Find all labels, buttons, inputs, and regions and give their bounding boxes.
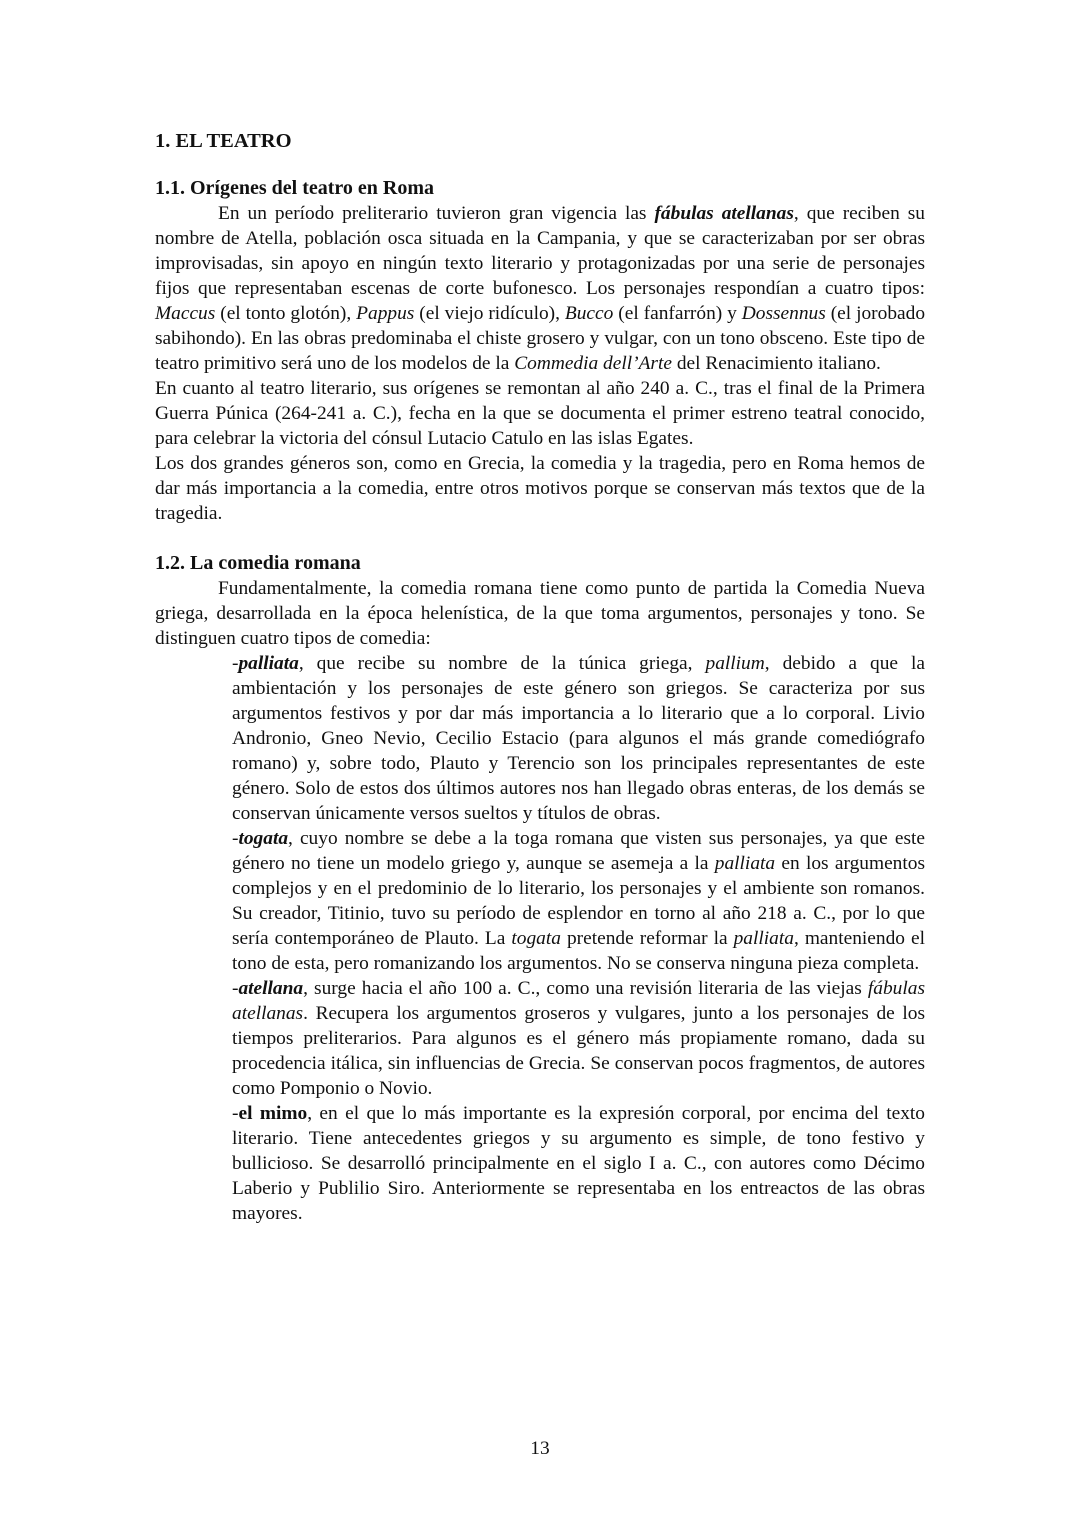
text-run: Los dos grandes géneros son, como en Grecia, la comedia y la tragedia, pero en Roma hemos de dar más importancia a la comedia, entre otros motivos porque se conservan más textos que de la tragedia. [155,453,925,524]
emphasized-term: fábulas atellanas [232,978,925,1024]
text-run: en los argumentos complejos y en el predominio de lo literario, los personajes y el ambiente son romanos. Su creador, Titinio, tuvo su período de esplendor en torno al año 218 a. C., por lo que sería contemporáneo de Plauto. La [232,853,925,949]
text-run: - [232,1103,239,1124]
emphasized-term: pallium [705,653,765,674]
section-heading-roman-comedy: 1.2. La comedia romana [155,552,361,574]
text-run: En cuanto al teatro literario, sus orígenes se remontan al año 240 a. C., tras el final de la Primera Guerra Púnica (264-241 a. C.), fecha en la que se documenta el primer estreno teatral conocido, para celebrar la victoria del cónsul Lutacio Catulo en las islas Egates. [155,378,925,449]
comedy-types-list [155,651,925,1226]
text-run: , debido a que la ambientación y los personajes de este género son griegos. Se caracteriza por sus argumentos festivos y por dar más importancia a lo literario que a lo corporal. Livio Andronio, Gneo Nevio, Cecilio Estacio (para algunos el más grande comediógrafo romano) y, sobre todo, Plauto y Terencio son los principales representantes de este género. Solo de estos dos últimos autores nos han llegado obras enteras, de los demás se conservan únicamente versos sueltos y títulos de obras. [232,653,925,824]
emphasized-term: Dossennus [741,303,826,324]
chapter-title: 1. EL TEATRO [155,130,292,152]
text-run: (el viejo ridículo), [414,303,565,324]
emphasized-term: Bucco [564,303,614,324]
emphasized-term: atellana [238,978,304,999]
text-run: pretende reformar la [560,928,734,949]
text-run: En un período preliterario tuvieron gran vigencia las [218,203,655,224]
text-run: , manteniendo el tono de esta, pero romanizando los argumentos. No se conserva ninguna pieza completa. [232,928,925,974]
text-run: (el fanfarrón) y [613,303,742,324]
emphasized-term: Pappus [356,303,415,324]
paragraph [155,451,925,526]
text-run: - [232,978,239,999]
document-page [155,128,925,1226]
text-run: (el jorobado sabihondo). En las obras predominaba el chiste grosero y vulgar, con un tono obsceno. Este tipo de teatro primitivo será uno de los modelos de la [155,303,926,374]
emphasized-term: Maccus [155,303,216,324]
comedy-type-mimo [232,1101,925,1226]
paragraph [155,376,925,451]
emphasized-term: Commedia dell’Arte [514,353,672,374]
comedy-type-togata [232,826,925,976]
comedy-type-palliata [232,651,925,826]
section-origins [155,176,925,526]
section-roman-comedy [155,551,925,1226]
page-number: 13 [530,1438,550,1459]
text-run: (el tonto glotón), [215,303,357,324]
text-run: , que reciben su nombre de Atella, población osca situada en la Campania, y que se caracterizaban por ser obras improvisadas, sin apoyo en ningún texto literario y protagonizadas por una serie de personajes fijos que representaban escenas de corte bufonesco. Los personajes respondían a cuatro tipos: [155,203,926,299]
text-run: , cuyo nombre se debe a la toga romana que visten sus personajes, ya que este género no tiene un modelo griego y, aunque se asemeja a la [232,828,925,874]
text-run: . Recupera los argumentos groseros y vulgares, junto a los personajes de los tiempos preliterarios. Para algunos es el género más propiamente romano, dada su procedencia itálica, sin influencias de Grecia. Se conservan pocos fragmentos, de autores como Pomponio o Novio. [232,1003,925,1099]
emphasized-term: togata [238,828,289,849]
emphasized-term: palliata [238,653,299,674]
paragraph [155,201,925,376]
text-run: del Renacimiento italiano. [671,353,881,374]
text-run: - [232,828,239,849]
emphasized-term: el mimo [238,1103,308,1124]
paragraph [155,576,925,651]
emphasized-term: palliata [714,853,776,874]
comedy-type-atellana [232,976,925,1101]
text-run: , en el que lo más importante es la expresión corporal, por encima del texto literario. Tiene antecedentes griegos y su argumento es simple, de tono festivo y bullicioso. Se desarrolló principalmente en el siglo I a. C., con autores como Décimo Laberio y Publilio Siro. Anteriormente se representaba en los entreactos de las obras mayores. [232,1103,925,1224]
section-heading-origins: 1.1. Orígenes del teatro en Roma [155,177,435,199]
emphasized-term: togata [511,928,561,949]
text-run: , surge hacia el año 100 a. C., como una revisión literaria de las viejas [303,978,868,999]
section-spacer [155,526,925,551]
text-run: , que recibe su nombre de la túnica griega, [298,653,706,674]
text-run: - [232,653,239,674]
emphasized-term: palliata [733,928,794,949]
text-run: Fundamentalmente, la comedia romana tiene como punto de partida la Comedia Nueva griega, desarrollada en la época helenística, de la que toma argumentos, personajes y tono. Se distinguen cuatro tipos de comedia: [155,578,925,649]
emphasized-term: fábulas atellanas [654,203,794,224]
